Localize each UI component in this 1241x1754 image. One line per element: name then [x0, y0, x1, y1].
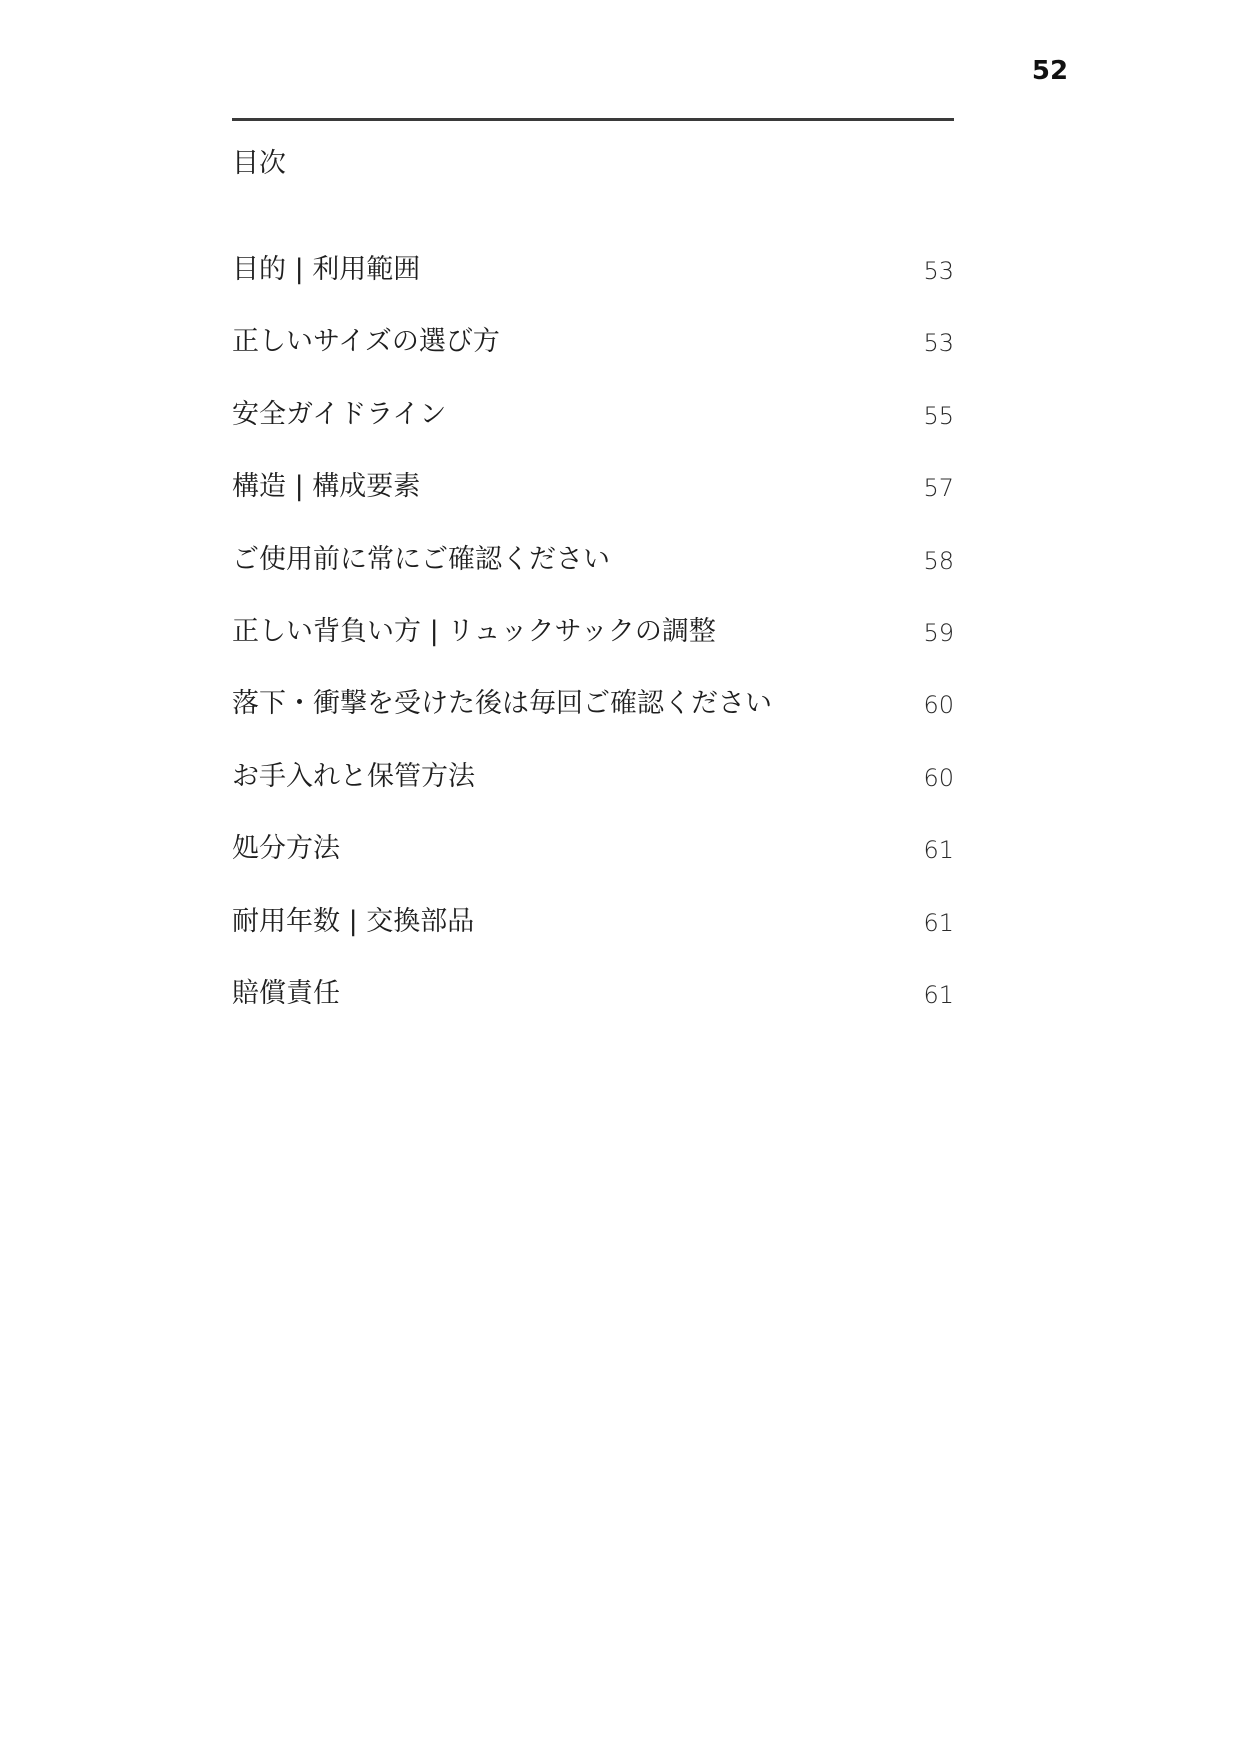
toc-entry-page: 60	[923, 691, 954, 720]
toc-entry-page: 60	[923, 763, 954, 792]
toc-entry-title: お手入れと保管方法	[232, 760, 475, 792]
toc-entry-page: 59	[923, 618, 954, 647]
toc-entry-page: 58	[923, 546, 954, 575]
toc-entry-title: 構造 | 構成要素	[232, 471, 421, 503]
toc-entry-title: 処分方法	[232, 833, 340, 865]
toc-entry-page: 61	[923, 908, 954, 937]
toc-entry-title: 正しい背負い方 | リュックサックの調整	[232, 615, 716, 647]
toc-entry[interactable]	[232, 831, 954, 903]
toc-entry-page: 61	[923, 980, 954, 1009]
toc-entry-page: 55	[923, 401, 954, 430]
toc-entry-title: 耐用年数 | 交換部品	[232, 905, 475, 937]
toc-entry-title: 安全ガイドライン	[232, 398, 447, 430]
toc-entry[interactable]	[232, 759, 954, 831]
toc-entry-title: 正しいサイズの選び方	[232, 326, 500, 358]
toc-entry[interactable]	[232, 397, 954, 469]
toc-entry-page: 53	[923, 257, 954, 285]
header-rule	[232, 118, 954, 121]
toc-entry[interactable]	[232, 904, 954, 976]
page-number: 52	[1031, 56, 1069, 86]
toc-entry[interactable]	[232, 324, 954, 396]
toc-entry[interactable]	[232, 686, 954, 758]
toc-entry-page: 57	[923, 474, 954, 503]
toc-entry-page: 61	[923, 836, 954, 865]
toc-entry[interactable]	[232, 976, 954, 1048]
toc-entry-page: 53	[923, 329, 954, 358]
toc-entry[interactable]	[232, 542, 954, 614]
toc-entry-title: 落下・衝撃を受けた後は毎回ご確認ください	[232, 688, 772, 720]
toc-entry-title: ご使用前に常にご確認ください	[232, 543, 610, 575]
toc-entry[interactable]	[232, 614, 954, 686]
toc-entry-title: 目的 | 利用範囲	[232, 254, 421, 285]
table-of-contents	[232, 252, 954, 1048]
toc-entry-title: 賠償責任	[232, 977, 340, 1009]
toc-entry[interactable]	[232, 469, 954, 541]
toc-heading: 目次	[232, 148, 286, 179]
toc-entry[interactable]	[232, 252, 954, 324]
